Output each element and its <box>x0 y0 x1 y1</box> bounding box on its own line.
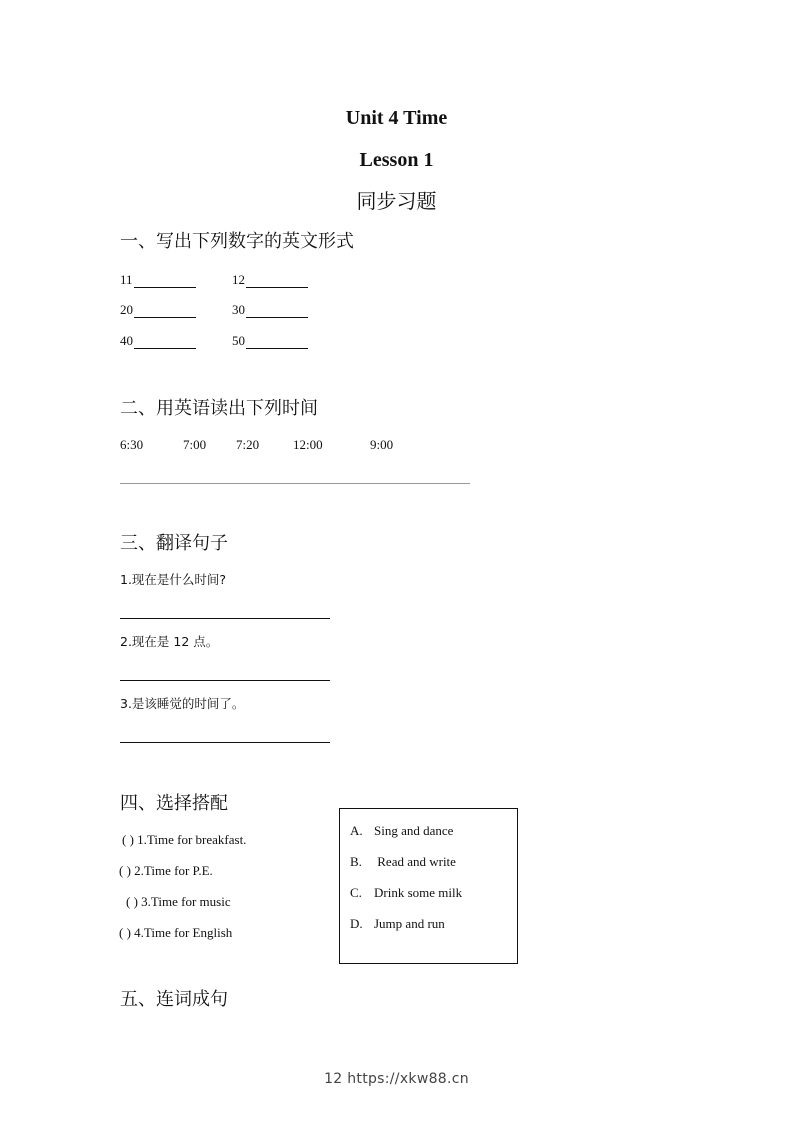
option-item <box>350 823 453 839</box>
section-5-heading: 五、连词成句 <box>120 989 228 1010</box>
answer-line[interactable] <box>120 618 330 619</box>
option-text: Drink some milk <box>374 885 463 900</box>
sentence-item: 3.是该睡觉的时间了。 <box>120 696 245 711</box>
lesson-title: Lesson 1 <box>359 149 434 171</box>
page-footer: 12 https://xkw88.cn <box>324 1071 469 1087</box>
answer-line[interactable] <box>120 742 330 743</box>
answer-blank[interactable] <box>134 274 196 288</box>
time-item: 7:00 <box>183 437 207 452</box>
number-item <box>232 272 308 288</box>
sentence-item: 1.现在是什么时间? <box>120 572 227 587</box>
number-label: 20 <box>120 302 133 317</box>
match-question: ( ) 4.Time for English <box>119 925 233 940</box>
match-question: ( ) 1.Time for breakfast. <box>122 832 247 847</box>
number-label: 40 <box>120 333 133 348</box>
option-letter: C. <box>350 885 362 900</box>
option-item <box>350 885 462 901</box>
time-item: 6:30 <box>120 437 144 452</box>
option-letter: B. <box>350 854 362 869</box>
number-item <box>120 272 196 288</box>
page-subtitle: 同步习题 <box>356 189 437 213</box>
answer-blank[interactable] <box>134 335 196 349</box>
number-label: 12 <box>232 272 245 287</box>
section-4-heading: 四、选择搭配 <box>120 793 228 814</box>
option-item <box>350 854 456 870</box>
answer-blank[interactable] <box>246 335 308 349</box>
answer-blank[interactable] <box>246 304 308 318</box>
section-3-heading: 三、翻译句子 <box>120 533 228 554</box>
number-label: 30 <box>232 302 245 317</box>
number-label: 11 <box>120 272 133 287</box>
answer-blank[interactable] <box>246 274 308 288</box>
answer-line[interactable] <box>120 483 470 484</box>
options-box <box>339 808 518 964</box>
option-letter: D. <box>350 916 363 931</box>
time-item: 7:20 <box>236 437 260 452</box>
option-text: Read and write <box>374 854 456 869</box>
section-2-heading: 二、用英语读出下列时间 <box>120 398 318 419</box>
number-item <box>120 302 196 318</box>
unit-title: Unit 4 Time <box>345 107 448 129</box>
number-label: 50 <box>232 333 245 348</box>
option-item <box>350 916 445 932</box>
option-text: Jump and run <box>374 916 445 931</box>
option-text: Sing and dance <box>374 823 454 838</box>
time-item: 9:00 <box>370 437 394 452</box>
sentence-item: 2.现在是 12 点。 <box>120 634 219 649</box>
time-item: 12:00 <box>293 437 323 452</box>
match-question: ( ) 2.Time for P.E. <box>119 863 213 878</box>
section-1-heading: 一、写出下列数字的英文形式 <box>120 231 354 252</box>
answer-line[interactable] <box>120 680 330 681</box>
option-letter: A. <box>350 823 363 838</box>
match-question: ( ) 3.Time for music <box>126 894 231 909</box>
number-item <box>120 333 196 349</box>
answer-blank[interactable] <box>134 304 196 318</box>
number-item <box>232 333 308 349</box>
number-item <box>232 302 308 318</box>
